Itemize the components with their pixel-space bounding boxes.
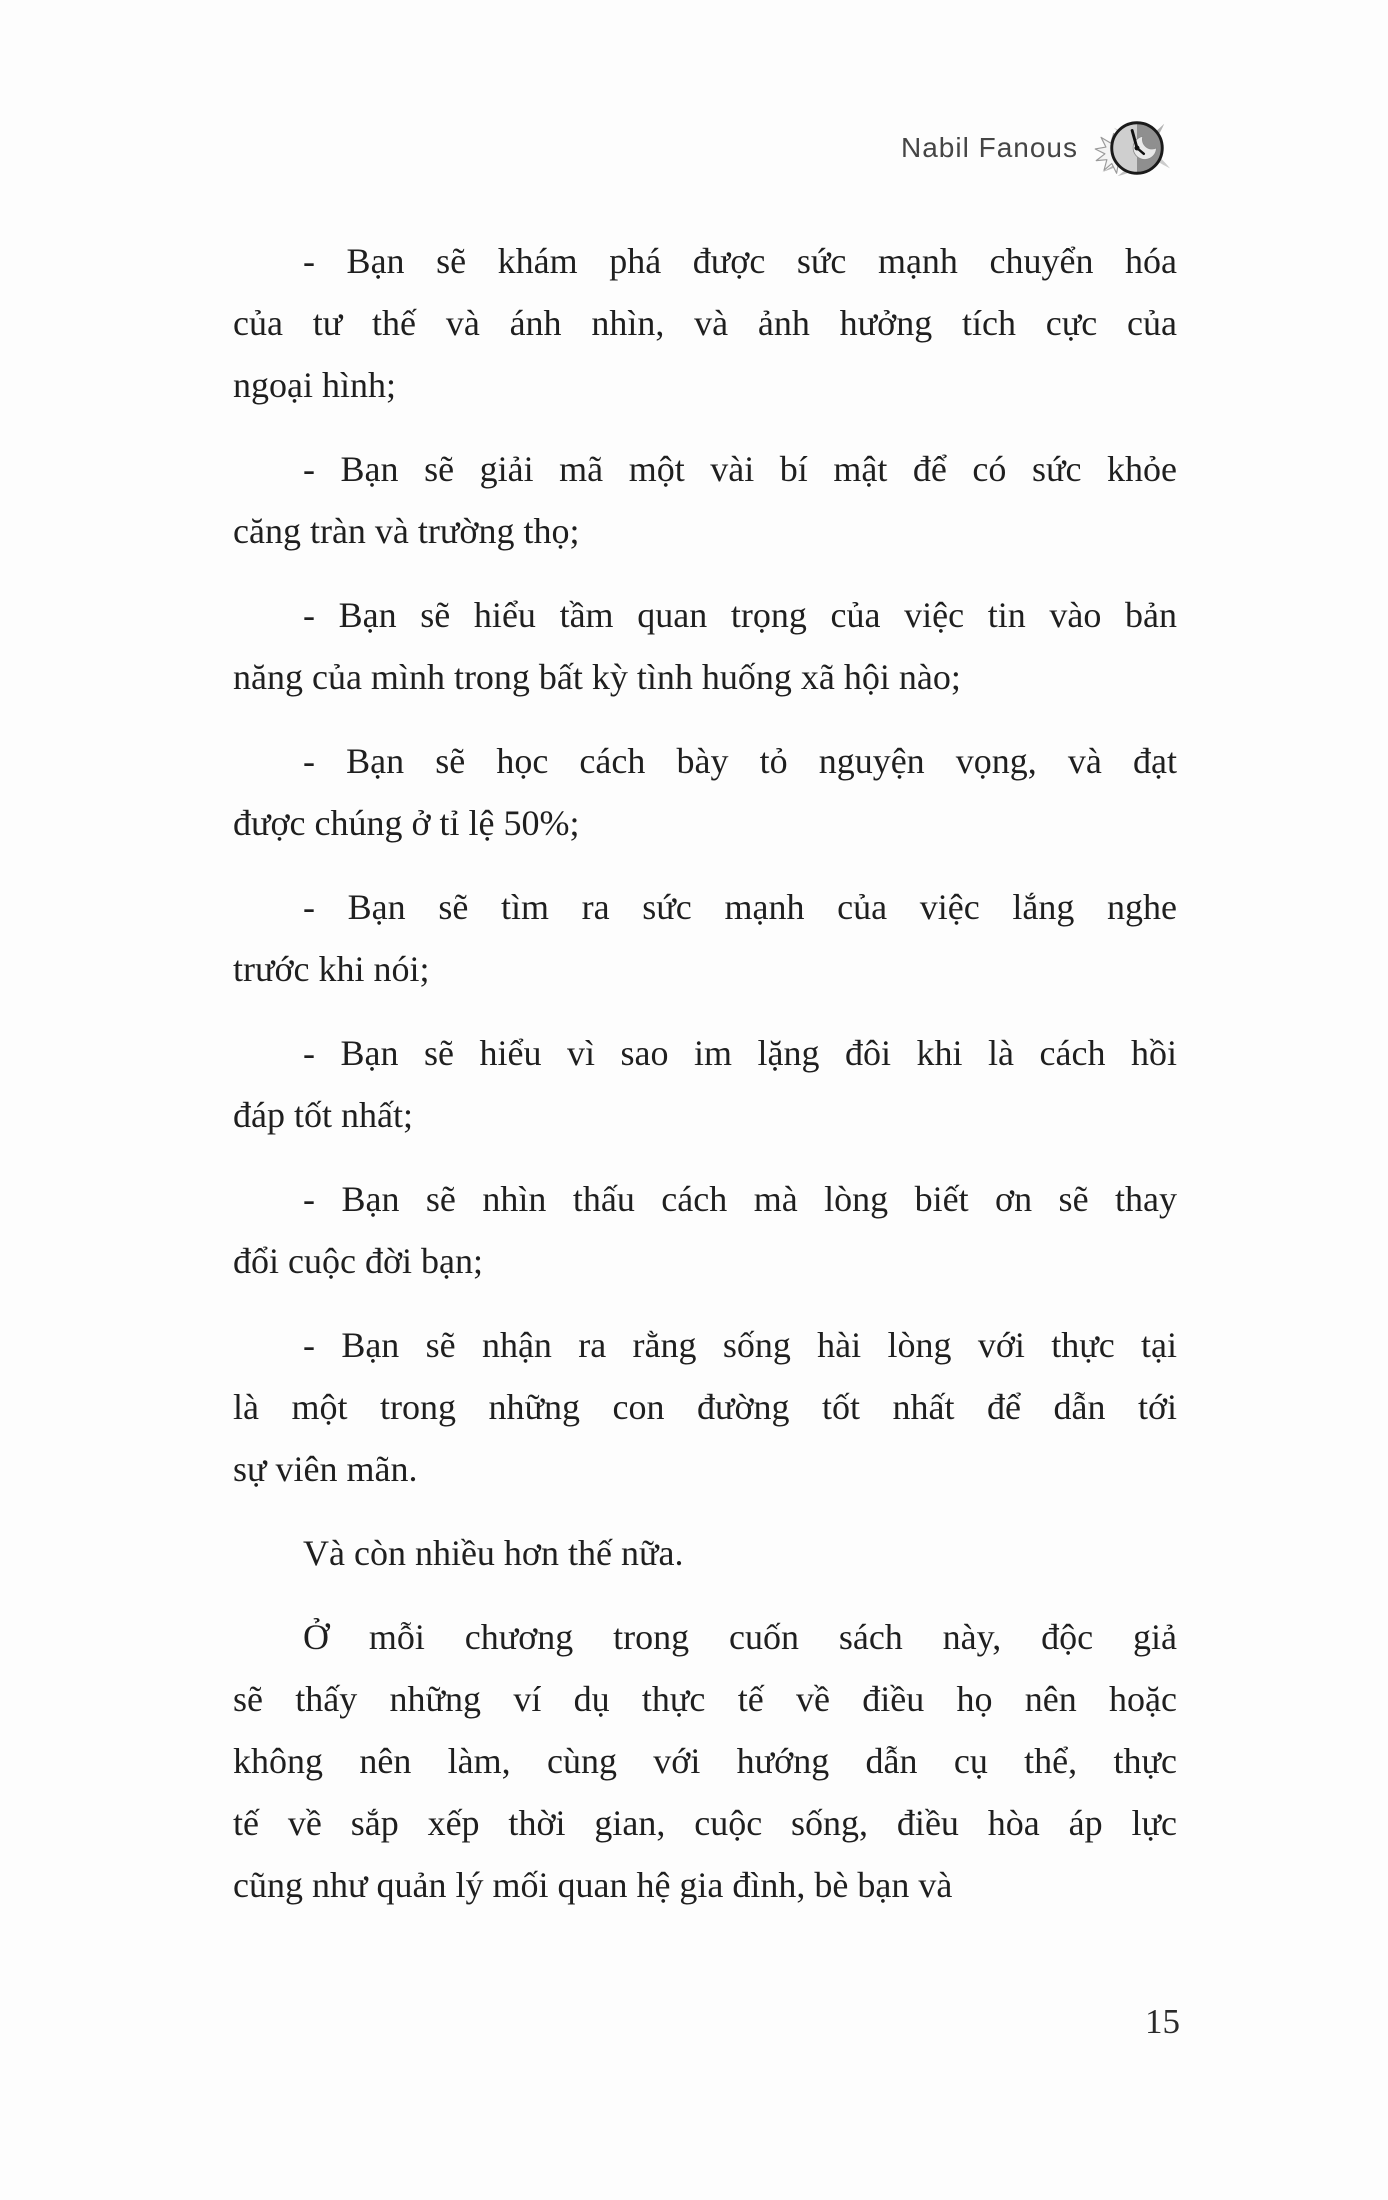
page-number: 15 bbox=[1145, 2002, 1180, 2041]
text-line: - Bạn sẽ tìm ra sức mạnh của việc lắng nghe bbox=[303, 887, 1177, 927]
paragraph bbox=[233, 730, 1177, 854]
text-line: không nên làm, cùng với hướng dẫn cụ thể, thực bbox=[233, 1741, 1177, 1781]
paragraph bbox=[233, 438, 1177, 562]
page-header bbox=[901, 112, 1182, 184]
text-line: căng tràn và trường thọ; bbox=[233, 511, 580, 551]
text-line: - Bạn sẽ hiểu tầm quan trọng của việc tin vào bản bbox=[303, 595, 1177, 635]
text-line: trước khi nói; bbox=[233, 949, 430, 989]
text-line: năng của mình trong bất kỳ tình huống xã hội nào; bbox=[233, 657, 961, 697]
text-line: tế về sắp xếp thời gian, cuộc sống, điều hòa áp lực bbox=[233, 1803, 1177, 1843]
text-line: sự viên mãn. bbox=[233, 1449, 418, 1489]
text-line: - Bạn sẽ học cách bày tỏ nguyện vọng, và đạt bbox=[303, 741, 1177, 781]
paragraph bbox=[233, 1022, 1177, 1146]
clock-sun-moon-logo bbox=[1092, 114, 1182, 182]
text-line: ngoại hình; bbox=[233, 365, 396, 405]
text-line: được chúng ở tỉ lệ 50%; bbox=[233, 803, 580, 843]
paragraph bbox=[233, 230, 1177, 416]
text-line: là một trong những con đường tốt nhất để dẫn tới bbox=[233, 1387, 1177, 1427]
running-header-author: Nabil Fanous bbox=[901, 132, 1078, 163]
paragraph bbox=[233, 1522, 1177, 1584]
paragraph bbox=[233, 1606, 1177, 1916]
paragraph bbox=[233, 876, 1177, 1000]
body-text bbox=[233, 230, 1177, 1916]
text-line: - Bạn sẽ giải mã một vài bí mật để có sức khỏe bbox=[303, 449, 1177, 489]
paragraph bbox=[233, 1314, 1177, 1500]
clock-icon bbox=[1112, 123, 1163, 174]
text-line: - Bạn sẽ nhìn thấu cách mà lòng biết ơn sẽ thay bbox=[303, 1179, 1177, 1219]
text-line: - Bạn sẽ hiểu vì sao im lặng đôi khi là cách hồi bbox=[303, 1033, 1177, 1073]
text-line: Và còn nhiều hơn thế nữa. bbox=[303, 1533, 684, 1573]
text-line: - Bạn sẽ nhận ra rằng sống hài lòng với thực tại bbox=[303, 1325, 1177, 1365]
text-line: đổi cuộc đời bạn; bbox=[233, 1241, 483, 1281]
paragraph bbox=[233, 1168, 1177, 1292]
text-line: của tư thế và ánh nhìn, và ảnh hưởng tích cực của bbox=[233, 303, 1177, 343]
paragraph bbox=[233, 584, 1177, 708]
text-line: sẽ thấy những ví dụ thực tế về điều họ nên hoặc bbox=[233, 1679, 1177, 1719]
text-line: - Bạn sẽ khám phá được sức mạnh chuyển hóa bbox=[303, 241, 1177, 281]
text-line: Ở mỗi chương trong cuốn sách này, độc giả bbox=[303, 1617, 1177, 1657]
text-line: cũng như quản lý mối quan hệ gia đình, bè bạn và bbox=[233, 1865, 953, 1905]
text-line: đáp tốt nhất; bbox=[233, 1095, 413, 1135]
